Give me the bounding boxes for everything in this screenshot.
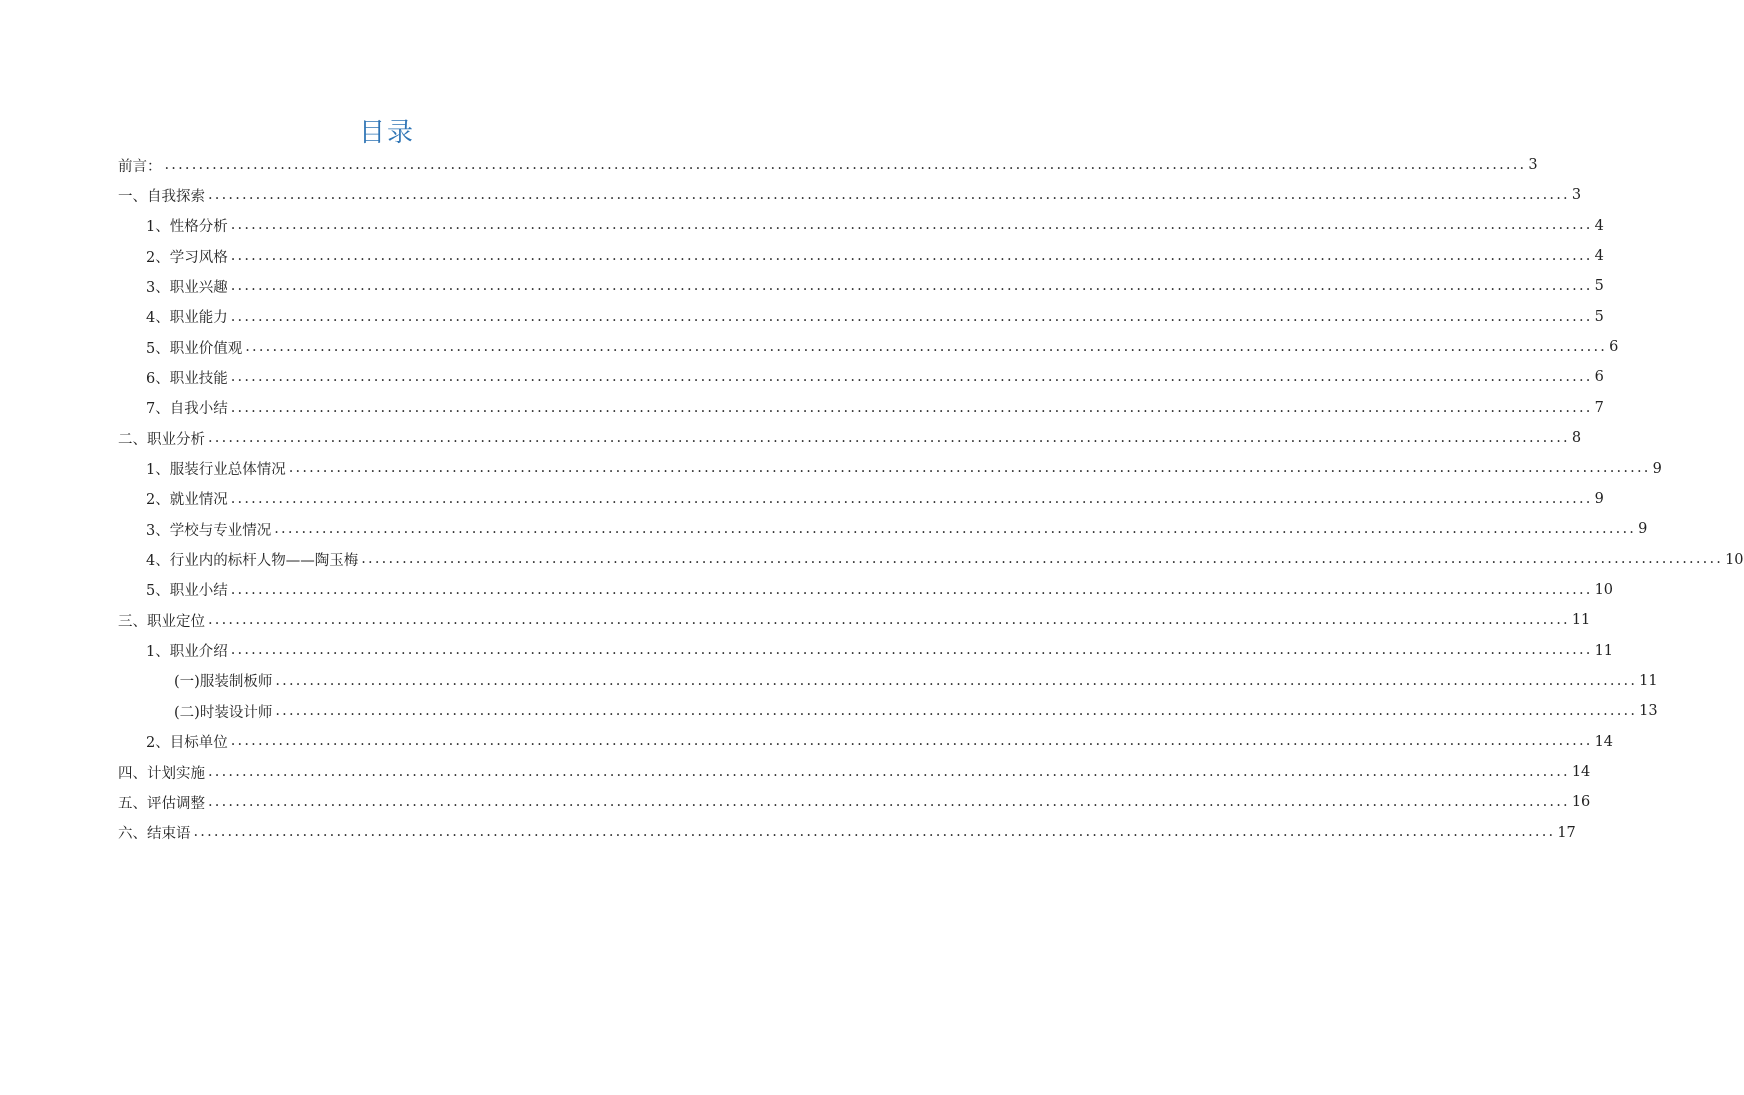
toc-page-number: 11 bbox=[1571, 612, 1591, 629]
toc-entry[interactable] bbox=[0, 605, 1591, 635]
toc-entry-label: 2、目标单位 bbox=[146, 735, 228, 752]
dot-leader: ........................................................................................................................................................................................................ bbox=[274, 520, 1637, 537]
toc-entry[interactable] bbox=[0, 636, 1614, 666]
toc-entry-label: 3、学校与专业情况 bbox=[146, 522, 272, 539]
toc-entry[interactable] bbox=[0, 514, 1648, 544]
toc-entry[interactable] bbox=[0, 484, 1604, 514]
toc-entry-label: (二)时装设计师 bbox=[174, 704, 273, 721]
toc-entry-label: 4、行业内的标杆人物——陶玉梅 bbox=[146, 553, 359, 570]
toc-page-number: 10 bbox=[1594, 581, 1614, 598]
dot-leader: ........................................................................................................................................................................................................ bbox=[164, 156, 1527, 173]
toc-entry-label: 五、评估调整 bbox=[118, 795, 205, 812]
toc-page-number: 7 bbox=[1594, 399, 1604, 416]
toc-entry[interactable] bbox=[0, 362, 1604, 392]
toc-entry[interactable] bbox=[0, 332, 1619, 362]
toc-entry[interactable] bbox=[0, 423, 1582, 453]
toc-entry-label: 1、性格分析 bbox=[146, 219, 228, 236]
toc-page-number: 5 bbox=[1594, 308, 1604, 325]
toc-entry-label: 一、自我探索 bbox=[118, 188, 205, 205]
toc-page-number: 8 bbox=[1571, 430, 1582, 447]
dot-leader: ........................................................................................................................................................................................................ bbox=[230, 247, 1593, 264]
toc-entry-label: (一)服装制板师 bbox=[174, 674, 273, 691]
dot-leader: ........................................................................................................................................................................................................ bbox=[230, 308, 1593, 325]
toc-entry[interactable] bbox=[0, 271, 1604, 301]
dot-leader: ........................................................................................................................................................................................................ bbox=[288, 460, 1651, 477]
toc-entry-label: 2、就业情况 bbox=[146, 492, 228, 509]
toc-page-number: 4 bbox=[1594, 217, 1604, 234]
toc-page-number: 9 bbox=[1638, 521, 1648, 538]
toc-entry[interactable] bbox=[0, 818, 1576, 848]
toc-entry-label: 1、服装行业总体情况 bbox=[146, 462, 286, 478]
toc-title: 目录 bbox=[358, 118, 415, 148]
toc-entry[interactable] bbox=[0, 545, 1744, 575]
toc-entry-label: 3、职业兴趣 bbox=[146, 279, 228, 296]
dot-leader: ........................................................................................................................................................................................................ bbox=[245, 338, 1608, 355]
toc-entry-label: 三、职业定位 bbox=[118, 613, 205, 630]
toc-entry-label: 6、职业技能 bbox=[146, 370, 228, 387]
dot-leader: ........................................................................................................................................................................................................ bbox=[208, 763, 1570, 780]
toc-entry-label: 二、职业分析 bbox=[118, 431, 205, 448]
toc-page-number: 6 bbox=[1609, 339, 1619, 356]
toc-entry[interactable] bbox=[0, 727, 1614, 757]
toc-entry[interactable] bbox=[0, 454, 1662, 484]
toc-entry-label: 4、职业能力 bbox=[146, 310, 228, 327]
toc-page-number: 16 bbox=[1571, 794, 1591, 811]
toc-entry-label: 5、职业小结 bbox=[146, 583, 228, 600]
dot-leader: ........................................................................................................................................................................................................ bbox=[230, 642, 1593, 659]
toc-entry[interactable] bbox=[0, 393, 1604, 423]
toc-entry-label: 2、学习风格 bbox=[146, 249, 228, 266]
toc-page-number: 11 bbox=[1594, 642, 1614, 659]
toc-page-number: 13 bbox=[1639, 703, 1658, 720]
toc-entry-label: 四、计划实施 bbox=[118, 765, 205, 782]
toc-entry[interactable] bbox=[0, 696, 1658, 726]
toc-entry-label: 前言： bbox=[118, 158, 162, 175]
toc-page-number: 10 bbox=[1725, 551, 1744, 568]
toc-page-number: 9 bbox=[1652, 460, 1662, 477]
dot-leader: ........................................................................................................................................................................................................ bbox=[208, 794, 1570, 811]
toc-page-number: 11 bbox=[1639, 672, 1658, 689]
toc-entry-label: 7、自我小结 bbox=[146, 401, 228, 418]
dot-leader: ........................................................................................................................................................................................................ bbox=[230, 490, 1593, 507]
dot-leader: ........................................................................................................................................................................................................ bbox=[208, 612, 1570, 628]
dot-leader: ........................................................................................................................................................................................................ bbox=[230, 581, 1593, 598]
toc-entry-label: 六、结束语 bbox=[118, 826, 191, 843]
toc-entry[interactable] bbox=[0, 666, 1658, 696]
toc-page-number: 17 bbox=[1557, 824, 1576, 841]
toc-entry[interactable] bbox=[0, 302, 1604, 332]
dot-leader: ........................................................................................................................................................................................................ bbox=[208, 429, 1570, 446]
dot-leader: ........................................................................................................................................................................................................ bbox=[275, 703, 1638, 720]
toc-page-number: 3 bbox=[1528, 157, 1538, 173]
toc-entry[interactable] bbox=[0, 180, 1582, 210]
dot-leader: ........................................................................................................................................................................................................ bbox=[230, 217, 1593, 234]
toc-entry[interactable] bbox=[0, 241, 1604, 271]
dot-leader: ........................................................................................................................................................................................................ bbox=[230, 733, 1593, 750]
dot-leader: ........................................................................................................................................................................................................ bbox=[193, 824, 1556, 841]
dot-leader: ........................................................................................................................................................................................................ bbox=[230, 399, 1593, 416]
toc-page-number: 5 bbox=[1594, 278, 1604, 295]
dot-leader: ........................................................................................................................................................................................................ bbox=[275, 672, 1638, 689]
toc-page-number: 4 bbox=[1594, 248, 1604, 265]
toc-entry[interactable] bbox=[0, 757, 1591, 787]
dot-leader: ........................................................................................................................................................................................................ bbox=[208, 187, 1570, 204]
toc-page-number: 14 bbox=[1594, 733, 1614, 750]
toc-entry[interactable] bbox=[0, 575, 1614, 605]
toc-page-number: 9 bbox=[1594, 490, 1604, 507]
toc-entry[interactable] bbox=[0, 150, 1538, 180]
dot-leader: ........................................................................................................................................................................................................ bbox=[361, 551, 1724, 568]
toc-entry-label: 5、职业价值观 bbox=[146, 340, 243, 357]
dot-leader: ........................................................................................................................................................................................................ bbox=[230, 278, 1593, 295]
toc-page-number: 6 bbox=[1594, 369, 1604, 386]
toc-page-number: 14 bbox=[1571, 764, 1591, 780]
toc-entry-label: 1、职业介绍 bbox=[146, 644, 228, 661]
toc-entry[interactable] bbox=[0, 211, 1604, 241]
toc-entry[interactable] bbox=[0, 787, 1591, 817]
dot-leader: ........................................................................................................................................................................................................ bbox=[230, 369, 1593, 386]
toc-page-number: 3 bbox=[1571, 187, 1582, 204]
